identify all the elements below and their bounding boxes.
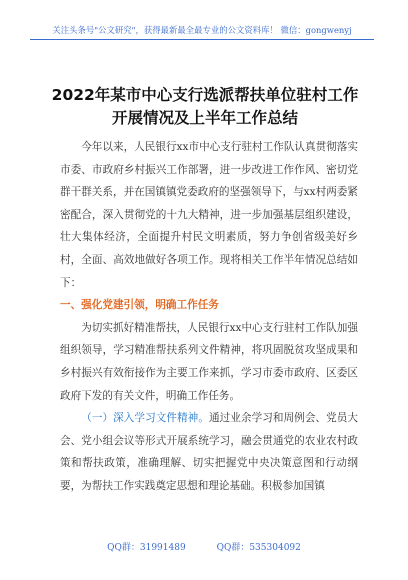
page-footer bbox=[0, 540, 408, 553]
intro-paragraph: 今年以来，人民银行xx市中心支行驻村工作队认真贯彻落实市委、市政府乡村振兴工作部署，进一步改进工作作风、密切党群干群关系，并在国镇镇党委政府的坚强领导下，与xx村两委紧密配合，深入贯彻党的十九大精神，进一步加强基层组织建设，壮大集体经济，全面提升村民文明素质，努力争创省级美好乡村，全面、高效地做好各项工作。现将相关工作半年情况总结如下： bbox=[60, 141, 358, 289]
document-title bbox=[40, 84, 370, 130]
section-1-paragraph: 为切实抓好精准帮扶，人民银行xx中心支行驻村工作队加强组织领导，学习精准帮扶系列文件精神，将巩固脱贫攻坚成果和乡村振兴有效衔接作为主要工作来抓，学习市委市政府、区委区政府下发的有关文件，明确工作任务。 bbox=[60, 321, 358, 402]
subsection-text: 通过业余学习和周例会、党员大会、党小组会议等形式开展系统学习，融会贯通党的农业农村政策和帮扶政策，准确理解、切实把握党中央决策意图和行动纲要，为帮扶工作实践奠定思想和理论基础。积极参加国镇 bbox=[60, 412, 359, 492]
page-header-banner: 关注头条号"公文研究"，获得最新最全最专业的公文资料库！ 微信：gongwenyj bbox=[30, 24, 374, 40]
footer-qq-group-1: QQ群：31991489 bbox=[107, 543, 186, 553]
subsection-heading-1: （一）深入学习文件精神。 bbox=[81, 412, 209, 425]
document-body bbox=[60, 136, 358, 498]
footer-qq-group-2: QQ群：535304092 bbox=[216, 543, 301, 553]
title-line-1: 2022年某市中心支行选派帮扶单位驻村工作 bbox=[51, 86, 359, 104]
subsection-paragraph bbox=[60, 407, 358, 497]
title-line-2: 开展情况及上半年工作总结 bbox=[111, 109, 298, 127]
section-heading-1: 一、强化党建引领，明确工作任务 bbox=[60, 299, 219, 312]
